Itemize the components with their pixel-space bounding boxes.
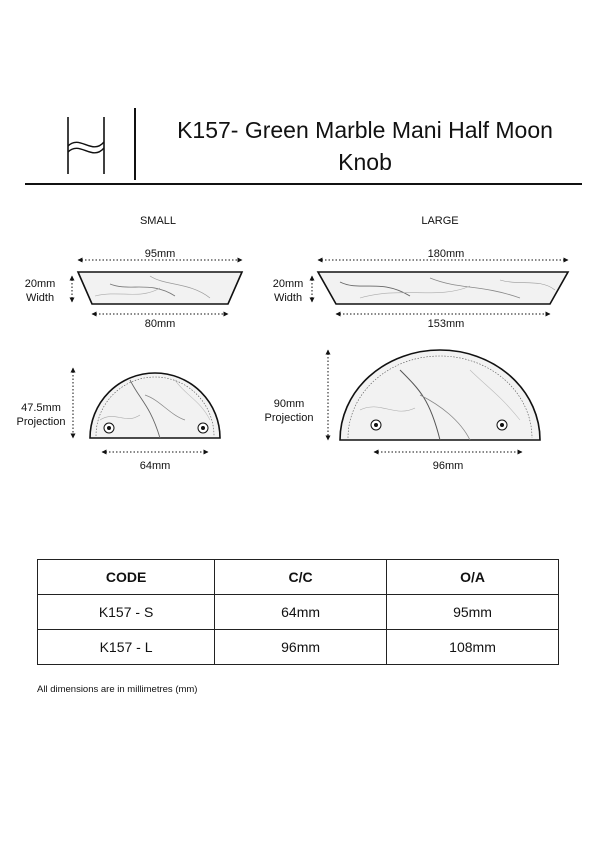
small-label: SMALL bbox=[139, 215, 177, 227]
cell-oa: 95mm bbox=[387, 595, 559, 630]
large-bottom-width-label: 153mm bbox=[427, 318, 465, 330]
small-projection-label: 47.5mm Projection bbox=[16, 402, 66, 428]
table-row bbox=[38, 630, 559, 665]
dimensions-note: All dimensions are in millimetres (mm) bbox=[37, 684, 198, 695]
large-side-view bbox=[318, 272, 568, 304]
header-cc: C/C bbox=[215, 560, 387, 595]
small-front-view bbox=[90, 373, 220, 438]
large-cc-label: 96mm bbox=[432, 460, 464, 472]
large-side-width-label: 20mm Width bbox=[272, 278, 304, 304]
small-side-view bbox=[78, 272, 242, 304]
title-line-2: Knob bbox=[338, 149, 392, 175]
large-front-view bbox=[340, 350, 540, 440]
cell-code: K157 - S bbox=[38, 595, 215, 630]
large-projection-label: 90mm Projection bbox=[264, 398, 314, 424]
header-code: CODE bbox=[38, 560, 215, 595]
large-label: LARGE bbox=[421, 215, 459, 227]
table-header-row bbox=[38, 560, 559, 595]
cell-cc: 96mm bbox=[215, 630, 387, 665]
cell-oa: 108mm bbox=[387, 630, 559, 665]
small-bottom-width-label: 80mm bbox=[144, 318, 176, 330]
cell-code: K157 - L bbox=[38, 630, 215, 665]
table-row bbox=[38, 595, 559, 630]
large-top-width-label: 180mm bbox=[427, 248, 465, 260]
cell-cc: 64mm bbox=[215, 595, 387, 630]
small-top-width-label: 95mm bbox=[144, 248, 176, 260]
title-line-1: K157- Green Marble Mani Half Moon bbox=[177, 117, 553, 143]
header-oa: O/A bbox=[387, 560, 559, 595]
spec-table bbox=[37, 559, 559, 665]
small-side-width-label: 20mm Width bbox=[24, 278, 56, 304]
small-cc-label: 64mm bbox=[139, 460, 171, 472]
